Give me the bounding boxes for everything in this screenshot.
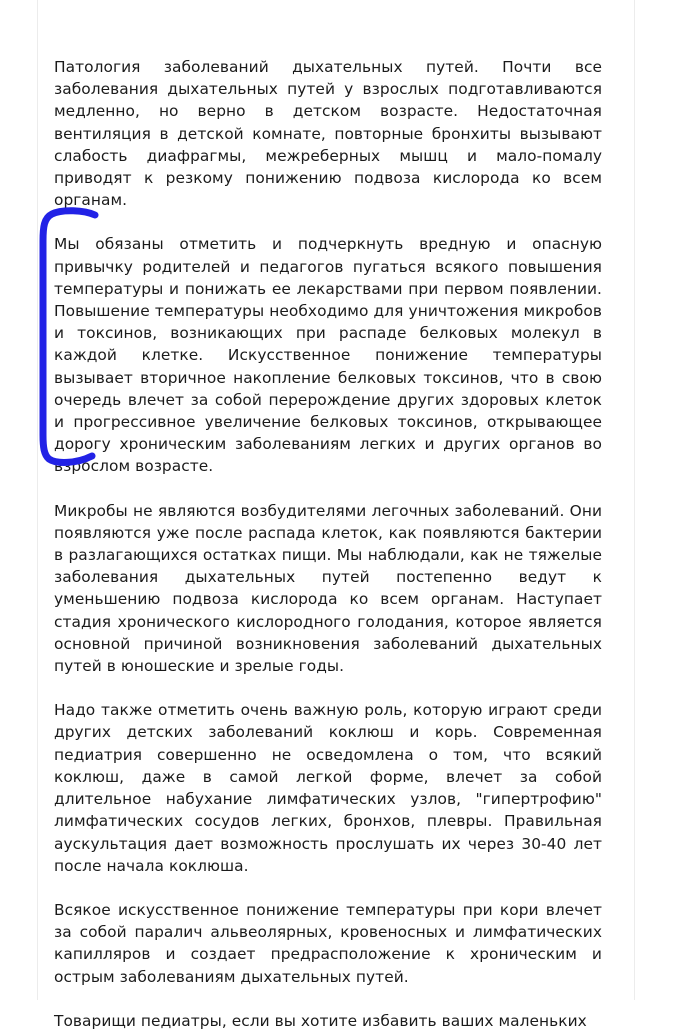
paragraph-1: Патология заболеваний дыхательных путей. Почти все заболевания дыхательных путей у взрослых подготавливаются медленно, но верно в детском возрасте. Недостаточная вентиляция в детской комнате, повторные бронхиты вызывают слабость диафрагмы, межреберных мышц и мало-помалу приводят к резкому понижению подвоза кислорода ко всем органам. — [54, 58, 602, 210]
page-rule-left — [37, 0, 38, 1000]
page-rule-right — [634, 0, 635, 1000]
document-text-column — [54, 56, 602, 1032]
paragraph-5: Всякое искусственное понижение температуры при кори влечет за собой паралич альвеолярных, кровеносных и лимфатических капилляров и создает предрасположение к хроническим и острым заболеваниям дыхательных путей. — [54, 900, 602, 986]
paragraph-3: Микробы не являются возбудителями легочных заболеваний. Они появляются уже после распада клеток, как появляются бактерии в разлагающихся остатках пищи. Мы наблюдали, как не тяжелые заболевания дыхательных путей постепенно ведут к уменьшению подвоза кислорода ко всем органам. Наступает стадия хронического кислородного голодания, которое является основной причиной возникновения заболеваний дыхательных путей в юношеские и зрелые годы. — [54, 501, 602, 676]
paragraph-4: Надо также отметить очень важную роль, которую играют среди других детских заболеваний коклюш и корь. Современная педиатрия совершенно не осведомлена о том, что всякий коклюш, даже в самой легкой форме, влечет за собой длительное набухание лимфатических узлов, "гипертрофию" лимфатических сосудов легких, бронхов, плевры. Правильная аускультация дает возможность прослушать их через 30-40 лет после начала коклюша. — [54, 701, 602, 875]
paragraph-2-annotated: Мы обязаны отметить и подчеркнуть вредную и опасную привычку родителей и педагогов пугаться всякого повышения температуры и понижать ее лекарствами при первом появлении. Повышение температуры необходимо для уничтожения микробов и токсинов, возникающих при распаде белковых молекул в каждой клетке. Искусственное понижение температуры вызывает вторичное накопление белковых токсинов, что в свою очередь влечет за собой перерождение других здоровых клеток и прогрессивное увеличение белковых токсинов, открывающее дорогу хроническим заболеваниям легких и других органов во взрослом возрасте. — [54, 235, 602, 476]
paragraph-6: Товарищи педиатры, если вы хотите избавить ваших маленьких — [54, 1011, 587, 1030]
